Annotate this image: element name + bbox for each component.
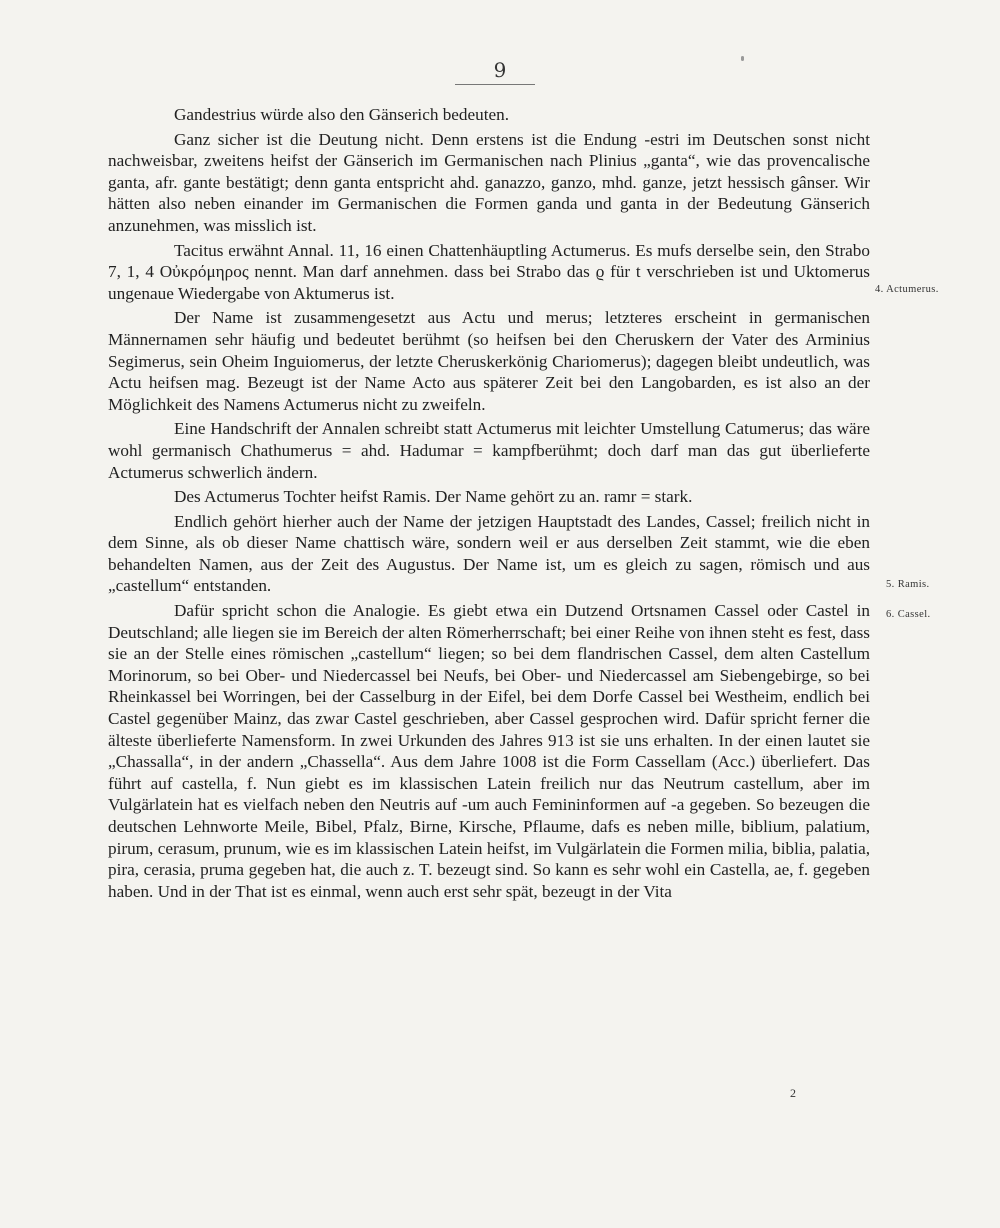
- paragraph-name-actu-merus: Der Name ist zusammengesetzt aus Actu und merus; letzteres erscheint in germanischen Männernamen sehr häufig und bedeutet berühmt (so heifsen bei den Cheruskern der Vater des Arminius Segimerus, sein Oheim Inguiomerus, der letzte Cheruskerkönig Chariomerus); dagegen bleibt undeutlich, was Actu heifsen mag. Bezeugt ist der Name Acto aus späterer Zeit bei den Langobarden, es ist also an der Möglichkeit des Namens Actumerus nicht zu zweifeln.: [108, 308, 870, 414]
- paragraph-actumerus: Tacitus erwähnt Annal. 11, 16 einen Chattenhäuptling Actumerus. Es mufs derselbe sein, den Strabo 7, 1, 4 Οὐκρόμηρος nennt. Man darf annehmen. dass bei Strabo das ϱ für t verschrieben ist und Uktomerus ungenaue Wiedergabe von Aktumerus ist.: [108, 240, 870, 303]
- paragraph-deutung: Ganz sicher ist die Deutung nicht. Denn erstens ist die Endung -estri im Deutschen sonst nicht nachweisbar, zweitens heifst der Gänserich im Germanischen nach Plinius „ganta“, wie das provencalische ganta, afr. gante bestätigt; denn ganta entspricht ahd. ganazzo, ganzo, mhd. ganze, jetzt hessisch gânser. Wir hätten also neben einander im Germanischen die Formen ganda und ganta in der Bedeutung Gänserich anzunehmen, was misslich ist.: [108, 129, 870, 235]
- paragraph-ramis: Des Actumerus Tochter heifst Ramis. Der Name gehört zu an. ramr = stark.: [174, 487, 693, 507]
- print-speck: [741, 56, 744, 61]
- margin-note-actumerus: 4. Actumerus.: [875, 284, 939, 295]
- signature-mark: 2: [790, 1086, 796, 1100]
- paragraph-handschrift: Eine Handschrift der Annalen schreibt statt Actumerus mit leichter Umstellung Catumerus; das wäre wohl germanisch Chathumerus = ahd. Hadumar = kampfberühmt; doch darf man das gut überlieferte Actumerus schwerlich ändern.: [108, 419, 870, 482]
- body-text: [108, 104, 870, 902]
- paragraph-cassel: Endlich gehört hierher auch der Name der jetzigen Hauptstadt des Landes, Cassel; freilich nicht in dem Sinne, als ob dieser Name chattisch wäre, sondern weil er aus derselben Zeit stammt, wie die eben behandelten Namen, aus der Zeit des Augustus. Der Name ist, um es gleich zu sagen, römisch und aus „castellum“ entstanden.: [108, 511, 870, 596]
- paragraph-gandestrius: Gandestrius würde also den Gänserich bedeuten.: [174, 105, 510, 124]
- paragraph-analogie: Dafür spricht schon die Analogie. Es giebt etwa ein Dutzend Ortsnamen Cassel oder Castel in Deutschland; alle liegen sie im Bereich der alten Römerherrschaft; bei einer Reihe von ihnen steht es fest, dass sie an der Stelle eines römischen „castellum“ liegen; so bei dem flandrischen Cassel, dem alten Castellum Morinorum, so bei Ober- und Niedercassel bei Neufs, bei Ober- und Niedercassel am Siebengebirge, so bei Rheinkassel bei Worringen, bei der Casselburg in der Eifel, bei dem Dorfe Cassel bei Westheim, endlich bei Castel gegenüber Mainz, das zwar Castel geschrieben, aber Cassel gesprochen wird. Dafür spricht ferner die älteste überlieferte Namensform. In zwei Urkunden des Jahres 913 ist sie uns erhalten. In der einen lautet sie „Chassalla“, in der andern „Chassella“. Aus dem Jahre 1008 ist die Form Cassellam (Acc.) überliefert. Das führt auf castella, f. Nun giebt es im klassischen Latein freilich nur das Neutrum castellum, aber im Vulgärlatein hat es vielfach neben den Neutris auf -um auch Femininformen auf -a gegeben. So bezeugen die deutschen Lehnworte Meile, Bibel, Pfalz, Birne, Kirsche, Pflaume, dafs es neben mille, biblium, palatium, pirum, cerasum, prunum, wie es im klassischen Latein heifst, im Vulgärlatein die Formen milia, biblia, palatia, pira, cerasia, pruma gegeben hat, die auch z. T. bezeugt sind. So kann es sehr wohl ein Castella, ae, f. gegeben haben. Und in der That ist es einmal, wenn auch erst sehr spät, bezeugt in der Vita: [108, 601, 870, 901]
- margin-note-ramis: 5. Ramis.: [886, 579, 930, 590]
- page-number: 9: [493, 58, 507, 82]
- page-number-rule: [455, 84, 535, 85]
- margin-note-cassel: 6. Cassel.: [886, 609, 931, 620]
